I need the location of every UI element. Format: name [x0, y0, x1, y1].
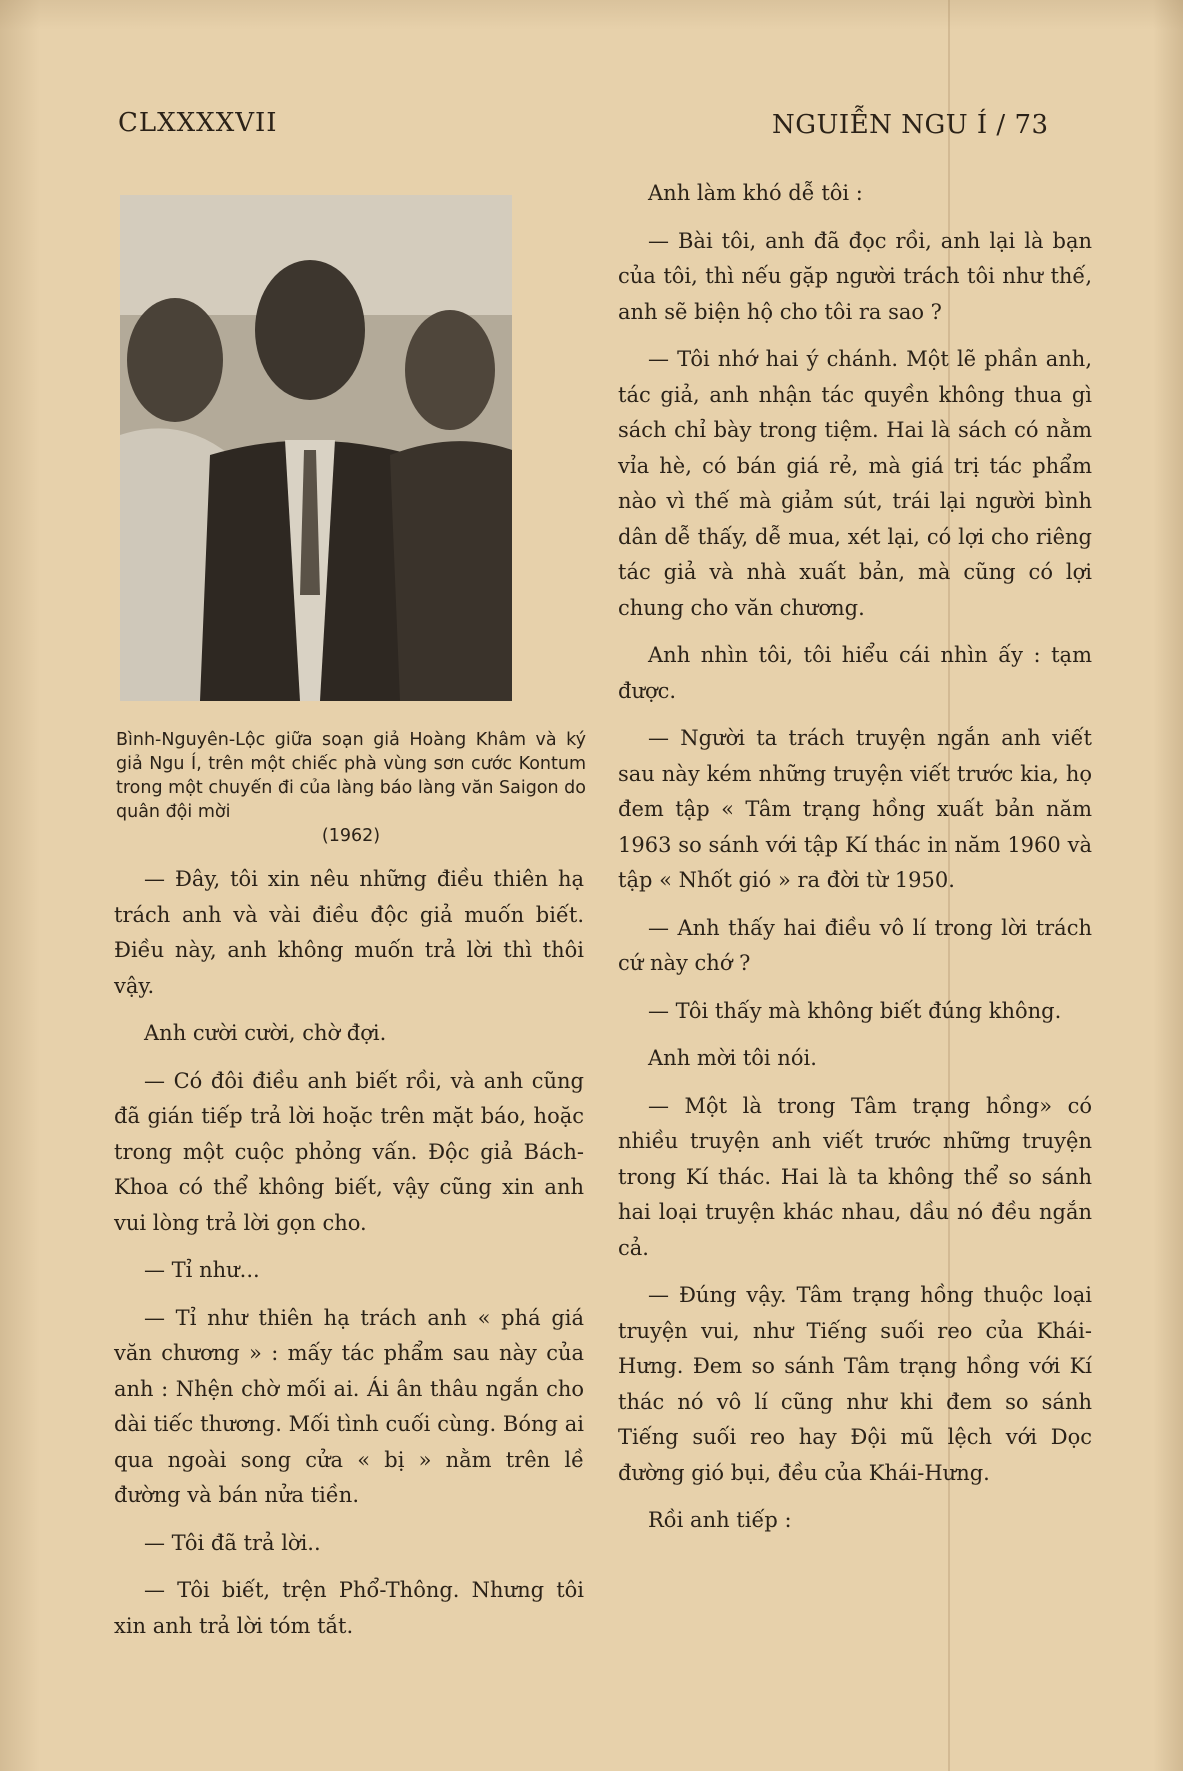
- photo-caption: [116, 728, 586, 848]
- paragraph: — Đây, tôi xin nêu những điều thiên hạ trách anh và vài điều độc giả muốn biết. Điều này, anh không muốn trả lời thì thôi vậy.: [114, 867, 584, 998]
- paragraph: — Người ta trách truyện ngắn anh viết sau này kém những truyện viết trước kia, họ đem tập « Tâm trạng hồng xuất bản năm 1963 so sánh với tập Kí thác in năm 1960 và tập « Nhốt gió » ra đời từ 1950.: [618, 726, 1092, 892]
- person-right-head: [405, 310, 495, 430]
- paragraph: Rồi anh tiếp :: [648, 1508, 792, 1532]
- photograph: [120, 195, 512, 701]
- paragraph: — Đúng vậy. Tâm trạng hồng thuộc loại truyện vui, như Tiếng suối reo của Khái-Hưng. Đem so sánh Tâm trạng hồng với Kí thác nó vô lí cũng như khi đem so sánh Tiếng suối reo hay Đội mũ lệch với Dọc đường gió bụi, đều của Khái-Hưng.: [618, 1283, 1092, 1485]
- paragraph: Anh làm khó dễ tôi :: [648, 181, 863, 205]
- paragraph: — Một là trong Tâm trạng hồng» có nhiều truyện anh viết trước những truyện trong Kí thác. Hai là ta không thể so sánh hai loại truyện khác nhau, dầu nó đều ngắn cả.: [618, 1093, 1092, 1260]
- person-center-head: [255, 260, 365, 400]
- person-right-body: [390, 441, 512, 701]
- left-column: [114, 862, 584, 1656]
- paragraph: Anh nhìn tôi, tôi hiểu cái nhìn ấy : tạm được.: [618, 643, 1092, 703]
- paragraph: — Tỉ như thiên hạ trách anh « phá giá văn chương » : mấy tác phẩm sau này của anh : Nhện chờ mối ai. Ái ân thâu ngắn cho dài tiếc thương. Mối tình cuối cùng. Bóng ai qua ngoài song cửa « bị » nằm trên lề đường và bán nửa tiền.: [114, 1305, 584, 1507]
- right-column: [618, 176, 1092, 1551]
- paragraph: — Anh thấy hai điều vô lí trong lời trách cứ này chớ ?: [618, 915, 1092, 975]
- chapter-number: CLXXXXVII: [118, 108, 278, 138]
- caption-text: Bình-Nguyên-Lộc giữa soạn giả Hoàng Khâm và ký giả Ngu Í, trên một chiếc phà vùng sơn cước Kontum trong một chuyến đi của làng báo làng văn Saigon do quân đội mời: [116, 730, 586, 822]
- paragraph: — Tôi biết, trện Phổ-Thông. Nhưng tôi xin anh trả lời tóm tắt.: [114, 1578, 584, 1638]
- paragraph: — Tôi thấy mà không biết đúng không.: [648, 998, 1062, 1023]
- paragraph: Anh mời tôi nói.: [648, 1046, 817, 1070]
- paragraph: — Tỉ như...: [144, 1258, 260, 1282]
- paragraph: — Bài tôi, anh đã đọc rồi, anh lại là bạn của tôi, thì nếu gặp người trách tôi như thế, anh sẽ biện hộ cho tôi ra sao ?: [618, 228, 1092, 324]
- paragraph: — Có đôi điều anh biết rồi, và anh cũng đã gián tiếp trả lời hoặc trên mặt báo, hoặc trong một cuộc phỏng vấn. Độc giả Bách-Khoa có thể không biết, vậy cũng xin anh vui lòng trả lời gọn cho.: [114, 1068, 584, 1235]
- paragraph: — Tôi nhớ hai ý chánh. Một lẽ phần anh, tác giả, anh nhận tác quyền không thua gì sách chỉ bày trong tiệm. Hai là sách có nằm vỉa hè, có bán giá rẻ, mà giá trị tác phẩm nào vì thế mà giảm sút, trái lại người bình dân dễ thấy, dễ mua, xét lại, có lợi cho riêng tác giả và nhà xuất bản, mà cũng có lợi chung cho văn chương.: [618, 347, 1092, 620]
- person-left-head: [127, 298, 223, 422]
- paragraph: — Tôi đã trả lời..: [144, 1530, 321, 1555]
- paragraph: Anh cười cười, chờ đợi.: [144, 1021, 387, 1045]
- running-header: NGUIỄN NGU Í / 73: [772, 110, 1049, 140]
- caption-year: (1962): [321, 826, 381, 846]
